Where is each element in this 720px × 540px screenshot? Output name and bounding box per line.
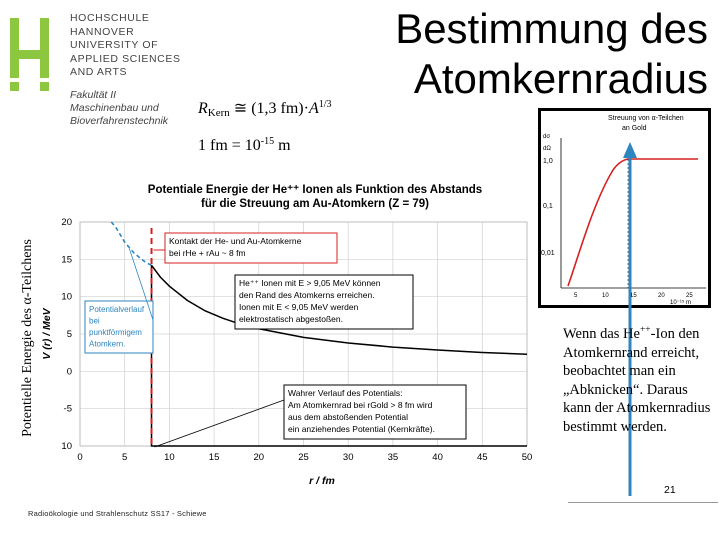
explanation-superscript: ++ [639,325,651,335]
x-tick-label: 0 [77,452,83,463]
y-tick-label: 10 [61,291,72,303]
x-tick-label: 10 [164,452,175,463]
footer-divider [568,502,718,503]
inset-title-line: an Gold [622,125,647,132]
x-tick-label: 40 [432,452,443,463]
annotation-pointer [155,400,284,447]
title-line-1: Bestimmung des [395,5,708,52]
inset-xtick: 25 [686,293,693,299]
title-line-2: Atomkernradius [413,55,708,102]
x-tick-label: 45 [477,452,488,463]
formula-exponent: -15 [260,136,275,147]
y-tick-label: 10 [61,441,72,452]
annotation-text: Potentialverlauf [89,305,145,314]
x-tick-label: 25 [298,452,309,463]
formula-subscript: Kern [207,107,230,119]
formula-text: ≅ (1,3 fm)· [229,100,309,117]
annotation-text: Ionen mit E < 9,05 MeV werden [239,302,359,312]
annotation-text: elektrostatisch abgestoßen. [239,314,343,324]
annotation-text: den Rand des Atomkerns erreichen. [239,290,375,300]
inset-xtick: 15 [630,293,637,299]
explanation-part: -Ion den Atomkernrand erreicht, beobachtet man ein „Abknicken“. Daraus kann der Atomkernradius bestimmt werden. [563,326,711,435]
inset-note: 10⁻¹⁵ m [670,300,691,306]
y-tick-label: 0 [66,366,72,378]
annotation-text: ein anziehendes Potential (Kernkräfte). [288,424,435,434]
inset-title-line: Streuung von α-Teilchen [608,115,684,122]
logo-line: AND ARTS [70,66,128,79]
logo-line: APPLIED SCIENCES [70,52,181,65]
inset-xtick: 5 [574,293,578,299]
annotation-text: bei rHe + rAu ~ 8 fm [169,248,246,258]
faculty-line: Bioverfahrenstechnik [70,115,169,127]
y-tick-label: 20 [61,217,72,228]
y-tick-label: -5 [63,403,72,415]
annotation-text: Atomkern. [89,339,126,349]
x-tick-label: 20 [253,452,265,463]
explanation-part: Wenn das He [563,326,640,342]
inset-xtick: 20 [658,293,665,299]
series-line [111,222,151,265]
x-tick-label: 15 [208,452,220,463]
annotation-text: Kontakt der He- und Au-Atomkerne [169,236,302,246]
inset-ytick: 1,0 [543,158,553,165]
formula-unit: m [274,137,291,154]
y-tick-label: 5 [66,329,72,340]
logo-line: HOCHSCHULE [70,12,150,24]
x-tick-label: 50 [521,452,533,463]
x-axis-label: r / fm [309,475,335,487]
x-tick-label: 30 [342,452,354,463]
explanation-text [563,321,718,436]
inset-ylabel: dΩ [543,146,551,152]
formula-text: 1 fm = 10 [198,137,261,154]
footer-text: Radioökologie und Strahlenschutz SS17 - Schiewe [28,509,207,518]
formula-exponent: 1/3 [318,99,332,110]
rotated-energy-label: Potentielle Energie des α-Teilchens [20,239,35,437]
annotation-text: bei [89,316,100,326]
annotation-text: Wahrer Verlauf des Potentials: [288,388,403,398]
inset-xtick: 10 [602,293,609,299]
x-tick-label: 5 [122,452,128,463]
faculty-line: Maschinenbau und [70,102,159,114]
page-number: 21 [664,484,676,496]
formula-symbol: A [308,100,319,117]
inset-ytick: 0,01 [541,250,555,257]
inset-ytick: 0,1 [543,203,553,210]
logo-line: UNIVERSITY OF [70,39,159,52]
formula-symbol: R [198,100,208,117]
chart-title-line: für die Streuung am Au-Atomkern (Z = 79) [200,198,429,210]
chart-title-line: Potentiale Energie der He⁺⁺ Ionen als Funktion des Abstands [147,184,483,196]
y-axis-label: V (r) / MeV [41,308,53,360]
inset-ylabel: dσ [543,134,551,140]
y-tick-label: 15 [61,254,72,266]
inset-pointer-arrow [620,140,640,500]
chart-annotations [85,233,466,447]
annotation-text: aus dem abstoßenden Potential [288,412,409,422]
faculty-line: Fakultät II [70,89,117,101]
annotation-text: He⁺⁺ Ionen mit E > 9,05 MeV können [239,278,381,288]
logo-line: HANNOVER [70,25,135,38]
annotation-text: punktförmigem [89,328,142,337]
annotation-text: Am Atomkernrad bei rGold > 8 fm wird [288,400,433,410]
x-tick-label: 35 [387,452,399,463]
